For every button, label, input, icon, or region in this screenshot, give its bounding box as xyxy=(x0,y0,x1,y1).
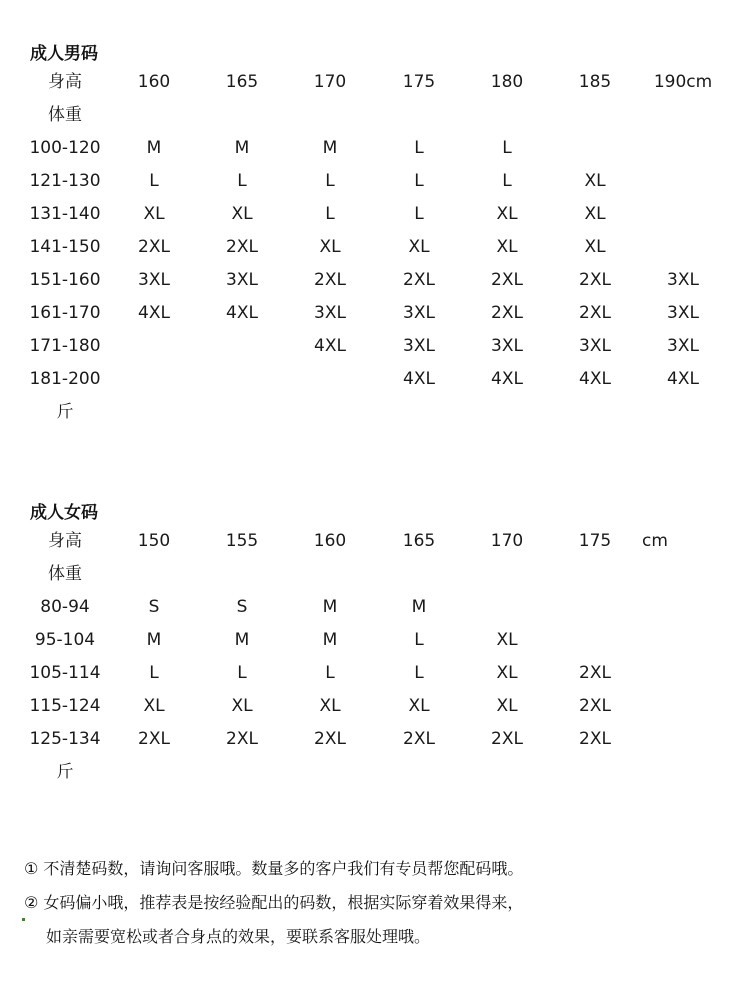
weight-range-cell: 181-200 xyxy=(29,369,101,389)
size-cell: 4XL xyxy=(314,336,346,356)
size-cell: M xyxy=(146,630,162,650)
size-cell: 3XL xyxy=(667,336,699,356)
size-cell: M xyxy=(146,138,162,158)
size-cell: L xyxy=(325,171,335,191)
size-cell: 3XL xyxy=(403,303,435,323)
size-cell: 2XL xyxy=(579,270,611,290)
size-cell: XL xyxy=(319,237,341,257)
size-cell: 4XL xyxy=(403,369,435,389)
weight-range-cell: 131-140 xyxy=(29,204,101,224)
size-cell: 3XL xyxy=(667,270,699,290)
size-cell: L xyxy=(414,663,424,683)
size-cell: 4XL xyxy=(579,369,611,389)
weight-range-cell: 80-94 xyxy=(40,597,90,617)
height-header-cell: 160 xyxy=(313,531,347,551)
size-cell: L xyxy=(414,171,424,191)
decorative-dot xyxy=(22,918,25,921)
size-cell: 4XL xyxy=(491,369,523,389)
height-header-cell: 170 xyxy=(490,531,524,551)
note-line-1: ① 不清楚码数，请询问客服哦。数量多的客户我们有专员帮您配码哦。 xyxy=(24,859,524,878)
size-cell: 2XL xyxy=(403,270,435,290)
size-cell: XL xyxy=(408,696,430,716)
height-header-cell: 175 xyxy=(578,531,612,551)
weight-range-cell: 95-104 xyxy=(34,630,96,650)
height-label: 身高 xyxy=(48,531,82,551)
size-cell: 2XL xyxy=(226,729,258,749)
size-cell: 2XL xyxy=(579,729,611,749)
size-cell: M xyxy=(322,597,338,617)
weight-range-cell: 161-170 xyxy=(29,303,101,323)
size-cell: 2XL xyxy=(314,270,346,290)
size-cell: 2XL xyxy=(491,303,523,323)
height-header-cell: 150 xyxy=(137,531,171,551)
size-cell: 2XL xyxy=(491,729,523,749)
size-cell: L xyxy=(325,204,335,224)
size-cell: XL xyxy=(584,204,606,224)
size-cell: 2XL xyxy=(403,729,435,749)
men-section-title: 成人男码 xyxy=(30,44,98,64)
size-cell: XL xyxy=(496,663,518,683)
height-header-cell: cm xyxy=(642,531,668,551)
size-cell: M xyxy=(234,138,250,158)
size-cell: M xyxy=(322,138,338,158)
size-cell: XL xyxy=(231,696,253,716)
size-cell: 3XL xyxy=(579,336,611,356)
size-cell: 2XL xyxy=(226,237,258,257)
note-line-2: ② 女码偏小哦，推荐表是按经验配出的码数，根据实际穿着效果得来， xyxy=(24,893,524,912)
height-header-cell: 155 xyxy=(225,531,259,551)
size-cell: M xyxy=(234,630,250,650)
size-cell: L xyxy=(325,663,335,683)
height-header-cell: 165 xyxy=(402,531,436,551)
size-cell: L xyxy=(414,630,424,650)
height-header-cell: 170 xyxy=(313,72,347,92)
note-line-3: 如亲需要宽松或者合身点的效果，要联系客服处理哦。 xyxy=(46,927,431,946)
height-header-cell: 180 xyxy=(490,72,524,92)
size-cell: XL xyxy=(496,237,518,257)
size-cell: XL xyxy=(496,696,518,716)
size-cell: XL xyxy=(143,696,165,716)
weight-range-cell: 151-160 xyxy=(29,270,101,290)
size-cell: 2XL xyxy=(579,303,611,323)
size-cell: XL xyxy=(584,237,606,257)
size-cell: XL xyxy=(143,204,165,224)
size-cell: M xyxy=(322,630,338,650)
size-cell: 2XL xyxy=(314,729,346,749)
size-cell: S xyxy=(236,597,248,617)
height-header-cell: 175 xyxy=(402,72,436,92)
weight-range-cell: 100-120 xyxy=(29,138,101,158)
size-cell: XL xyxy=(408,237,430,257)
size-cell: 4XL xyxy=(667,369,699,389)
weight-unit-label: 斤 xyxy=(56,402,74,422)
size-cell: 3XL xyxy=(403,336,435,356)
size-cell: L xyxy=(502,171,512,191)
size-cell: XL xyxy=(319,696,341,716)
weight-range-cell: 125-134 xyxy=(29,729,101,749)
size-cell: 2XL xyxy=(491,270,523,290)
size-cell: XL xyxy=(496,630,518,650)
size-cell: 2XL xyxy=(138,729,170,749)
weight-range-cell: 115-124 xyxy=(29,696,101,716)
height-header-cell: 185 xyxy=(578,72,612,92)
height-header-cell: 190cm xyxy=(653,72,713,92)
size-cell: XL xyxy=(496,204,518,224)
size-cell: XL xyxy=(231,204,253,224)
height-label: 身高 xyxy=(48,72,82,92)
size-cell: L xyxy=(414,204,424,224)
height-header-cell: 160 xyxy=(137,72,171,92)
women-section-title: 成人女码 xyxy=(30,503,98,523)
size-cell: L xyxy=(149,663,159,683)
size-cell: L xyxy=(237,171,247,191)
size-cell: 3XL xyxy=(314,303,346,323)
weight-unit-label: 斤 xyxy=(56,762,74,782)
weight-range-cell: 171-180 xyxy=(29,336,101,356)
weight-range-cell: 105-114 xyxy=(29,663,101,683)
size-cell: L xyxy=(237,663,247,683)
size-cell: L xyxy=(502,138,512,158)
size-cell: M xyxy=(411,597,427,617)
size-cell: 3XL xyxy=(667,303,699,323)
size-cell: 4XL xyxy=(226,303,258,323)
height-header-cell: 165 xyxy=(225,72,259,92)
size-cell: 2XL xyxy=(138,237,170,257)
size-cell: 4XL xyxy=(138,303,170,323)
size-cell: S xyxy=(148,597,160,617)
size-cell: L xyxy=(414,138,424,158)
size-cell: 3XL xyxy=(226,270,258,290)
size-cell: 3XL xyxy=(138,270,170,290)
weight-label: 体重 xyxy=(48,564,82,584)
size-cell: 3XL xyxy=(491,336,523,356)
size-cell: 2XL xyxy=(579,663,611,683)
weight-range-cell: 141-150 xyxy=(29,237,101,257)
weight-range-cell: 121-130 xyxy=(29,171,101,191)
weight-label: 体重 xyxy=(48,105,82,125)
size-cell: L xyxy=(149,171,159,191)
size-cell: XL xyxy=(584,171,606,191)
size-cell: 2XL xyxy=(579,696,611,716)
